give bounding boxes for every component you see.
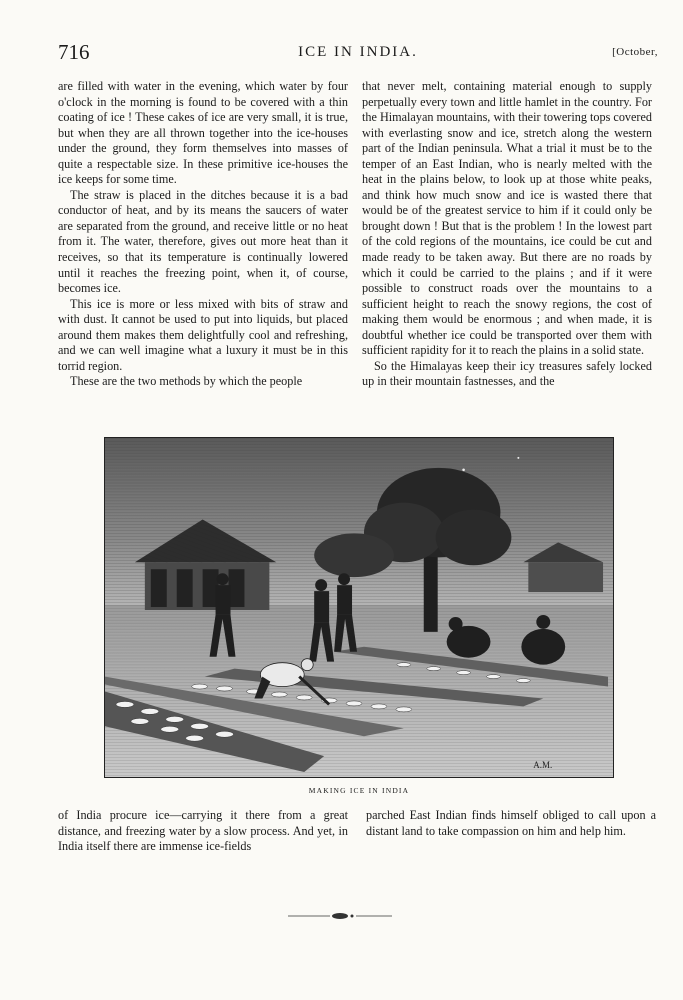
page-number: 716 bbox=[58, 40, 90, 64]
engraving-illustration bbox=[104, 437, 614, 778]
figure-caption: MAKING ICE IN INDIA bbox=[308, 786, 410, 795]
paragraph: This ice is more or less mixed with bits of straw and with dust. It cannot be used to put into liquids, but placed around them makes them delightfully cool and refreshing, and we can well imagine what a luxury it must be in this torrid region. bbox=[58, 296, 348, 373]
running-month: [October, bbox=[612, 46, 658, 58]
right-column-top bbox=[362, 79, 652, 390]
right-column-bottom bbox=[366, 808, 656, 839]
engraving-artwork bbox=[105, 438, 613, 777]
left-column-bottom bbox=[58, 808, 348, 855]
paragraph: of India procure ice—carrying it there from a great distance, and freezing water by a slow process. And yet, in India itself there are immense ice-fields bbox=[58, 808, 348, 854]
paragraph: that never melt, containing material enough to supply perpetually every town and little hamlet in the country. For the Himalayan mountains, with their towering tops covered with everlasting snow and ice, stretch along the western part of the Indian peninsula. What a trial it must be to the temper of an East Indian, who is nearly melted with the heat in the plains below, to look up at those white peaks, and think how much snow and ice is wasted there that would be of the greatest service to him if it could only be brought down ! But that is the problem ! In the lowest part of the cold regions of the mountains, ice could be cut and made ready to be taken away. But there are no roads by which it could be carried to the plains ; and if it were possible to construct roads over the mountains to a sufficient height to reach the snowy regions, the cost of making them would be enormous ; and when made, it is doubtful whether ice could be transported over them with sufficient rapidity for it to reach the plains in a solid state. bbox=[362, 79, 652, 358]
left-column-top bbox=[58, 79, 348, 390]
running-title: ICE IN INDIA. bbox=[298, 44, 418, 60]
paragraph: parched East Indian finds himself obliged to call upon a distant land to take compassion on him and help him. bbox=[366, 808, 656, 838]
engraver-signature: A.M. bbox=[533, 760, 553, 771]
paragraph: These are the two methods by which the people bbox=[70, 374, 303, 389]
paragraph: So the Himalayas keep their icy treasures safely locked up in their mountain fastnesses, and the bbox=[362, 358, 652, 389]
running-header bbox=[58, 40, 658, 62]
paragraph: The straw is placed in the ditches because it is a bad conductor of heat, and by its means the saucers of water are separated from the ground, and receive little or no heat from it. The water, therefore, gives out more heat than it receives, so that its temperature is continually lowered until it reaches the freezing point, when it, of course, becomes ice. bbox=[58, 187, 348, 296]
end-ornament bbox=[280, 910, 400, 922]
paragraph: are filled with water in the evening, which water by four o'clock in the morning is found to be covered with a thin coating of ice ! These cakes of ice are very small, it is true, but when they are all thrown together into the ice-houses under the ground, they form themselves into masses of quite a respectable size. In these primitive ice-houses the ice keeps for some time. bbox=[58, 79, 348, 187]
